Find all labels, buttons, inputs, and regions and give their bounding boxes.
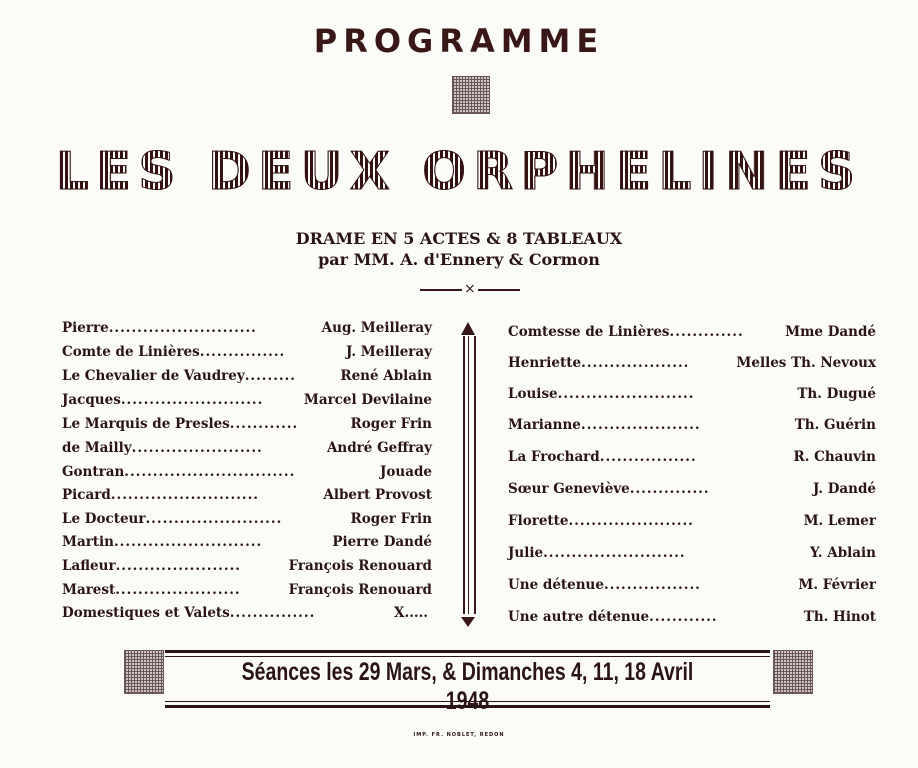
banner-rule-bottom-thin xyxy=(165,701,770,702)
cast-row: Une détenue................. M. Février xyxy=(508,577,876,593)
column-ornament xyxy=(459,322,477,627)
decorative-square xyxy=(452,76,490,114)
decorative-square xyxy=(773,650,813,694)
cast-row: Henriette................... Melles Th. Nevoux xyxy=(508,355,876,371)
cast-row: Le Chevalier de Vaudrey......... René Ablain xyxy=(62,368,432,384)
banner-rule-bottom xyxy=(165,705,770,708)
ornament-glyph: ⨯ xyxy=(464,281,476,297)
subtitle-authors: par MM. A. d'Ennery & Cormon xyxy=(318,250,600,269)
cast-row: Le Marquis de Presles............ Roger Frin xyxy=(62,416,432,432)
column-shaft xyxy=(463,336,476,614)
cast-row: Lafleur...................... François Renouard xyxy=(62,558,432,574)
cast-row: Martin.......................... Pierre Dandé xyxy=(62,534,432,550)
column-base xyxy=(461,617,475,627)
ornament-divider xyxy=(420,281,520,297)
cast-row: Julie......................... Y. Ablain xyxy=(508,545,876,561)
cast-row: Marianne..................... Th. Guérin xyxy=(508,417,876,433)
cast-row: Comtesse de Linières............. Mme Dandé xyxy=(508,324,876,340)
cast-row: Marest...................... François Renouard xyxy=(62,582,432,598)
cast-row: La Frochard................. R. Chauvin xyxy=(508,449,876,465)
cast-row: Domestiques et Valets............... X..... xyxy=(62,605,428,621)
cast-row: Florette...................... M. Lemer xyxy=(508,513,876,529)
subtitle-genre: DRAME EN 5 ACTES & 8 TABLEAUX xyxy=(295,229,623,248)
cast-row: Gontran.............................. Jouade xyxy=(62,464,432,480)
cast-row: de Mailly....................... André Geffray xyxy=(62,440,432,456)
programme-heading: PROGRAMME xyxy=(313,22,605,60)
play-title: LES DEUX ORPHELINES xyxy=(0,142,918,202)
performance-dates: Séances les 29 Mars, & Dimanches 4, 11, 18 Avril xyxy=(241,658,694,686)
column-top xyxy=(461,322,475,335)
cast-row: Comte de Linières............... J. Meilleray xyxy=(62,344,432,360)
cast-row: Picard.......................... Albert Provost xyxy=(62,487,432,503)
banner-rule-top-thin xyxy=(165,656,770,657)
printer-credit: IMP. FR. NOBLET, REDON xyxy=(413,732,505,738)
cast-row: Louise........................ Th. Dugué xyxy=(508,386,876,402)
subtitle-block xyxy=(0,228,918,270)
cast-row: Pierre.......................... Aug. Meilleray xyxy=(62,320,432,336)
decorative-square xyxy=(124,650,164,694)
cast-row: Sœur Geneviève.............. J. Dandé xyxy=(508,481,876,497)
cast-row: Jacques......................... Marcel Devilaine xyxy=(62,392,432,408)
cast-row: Une autre détenue............ Th. Hinot xyxy=(508,609,876,625)
cast-row: Le Docteur........................ Roger Frin xyxy=(62,511,432,527)
banner-rule-top xyxy=(165,650,770,653)
